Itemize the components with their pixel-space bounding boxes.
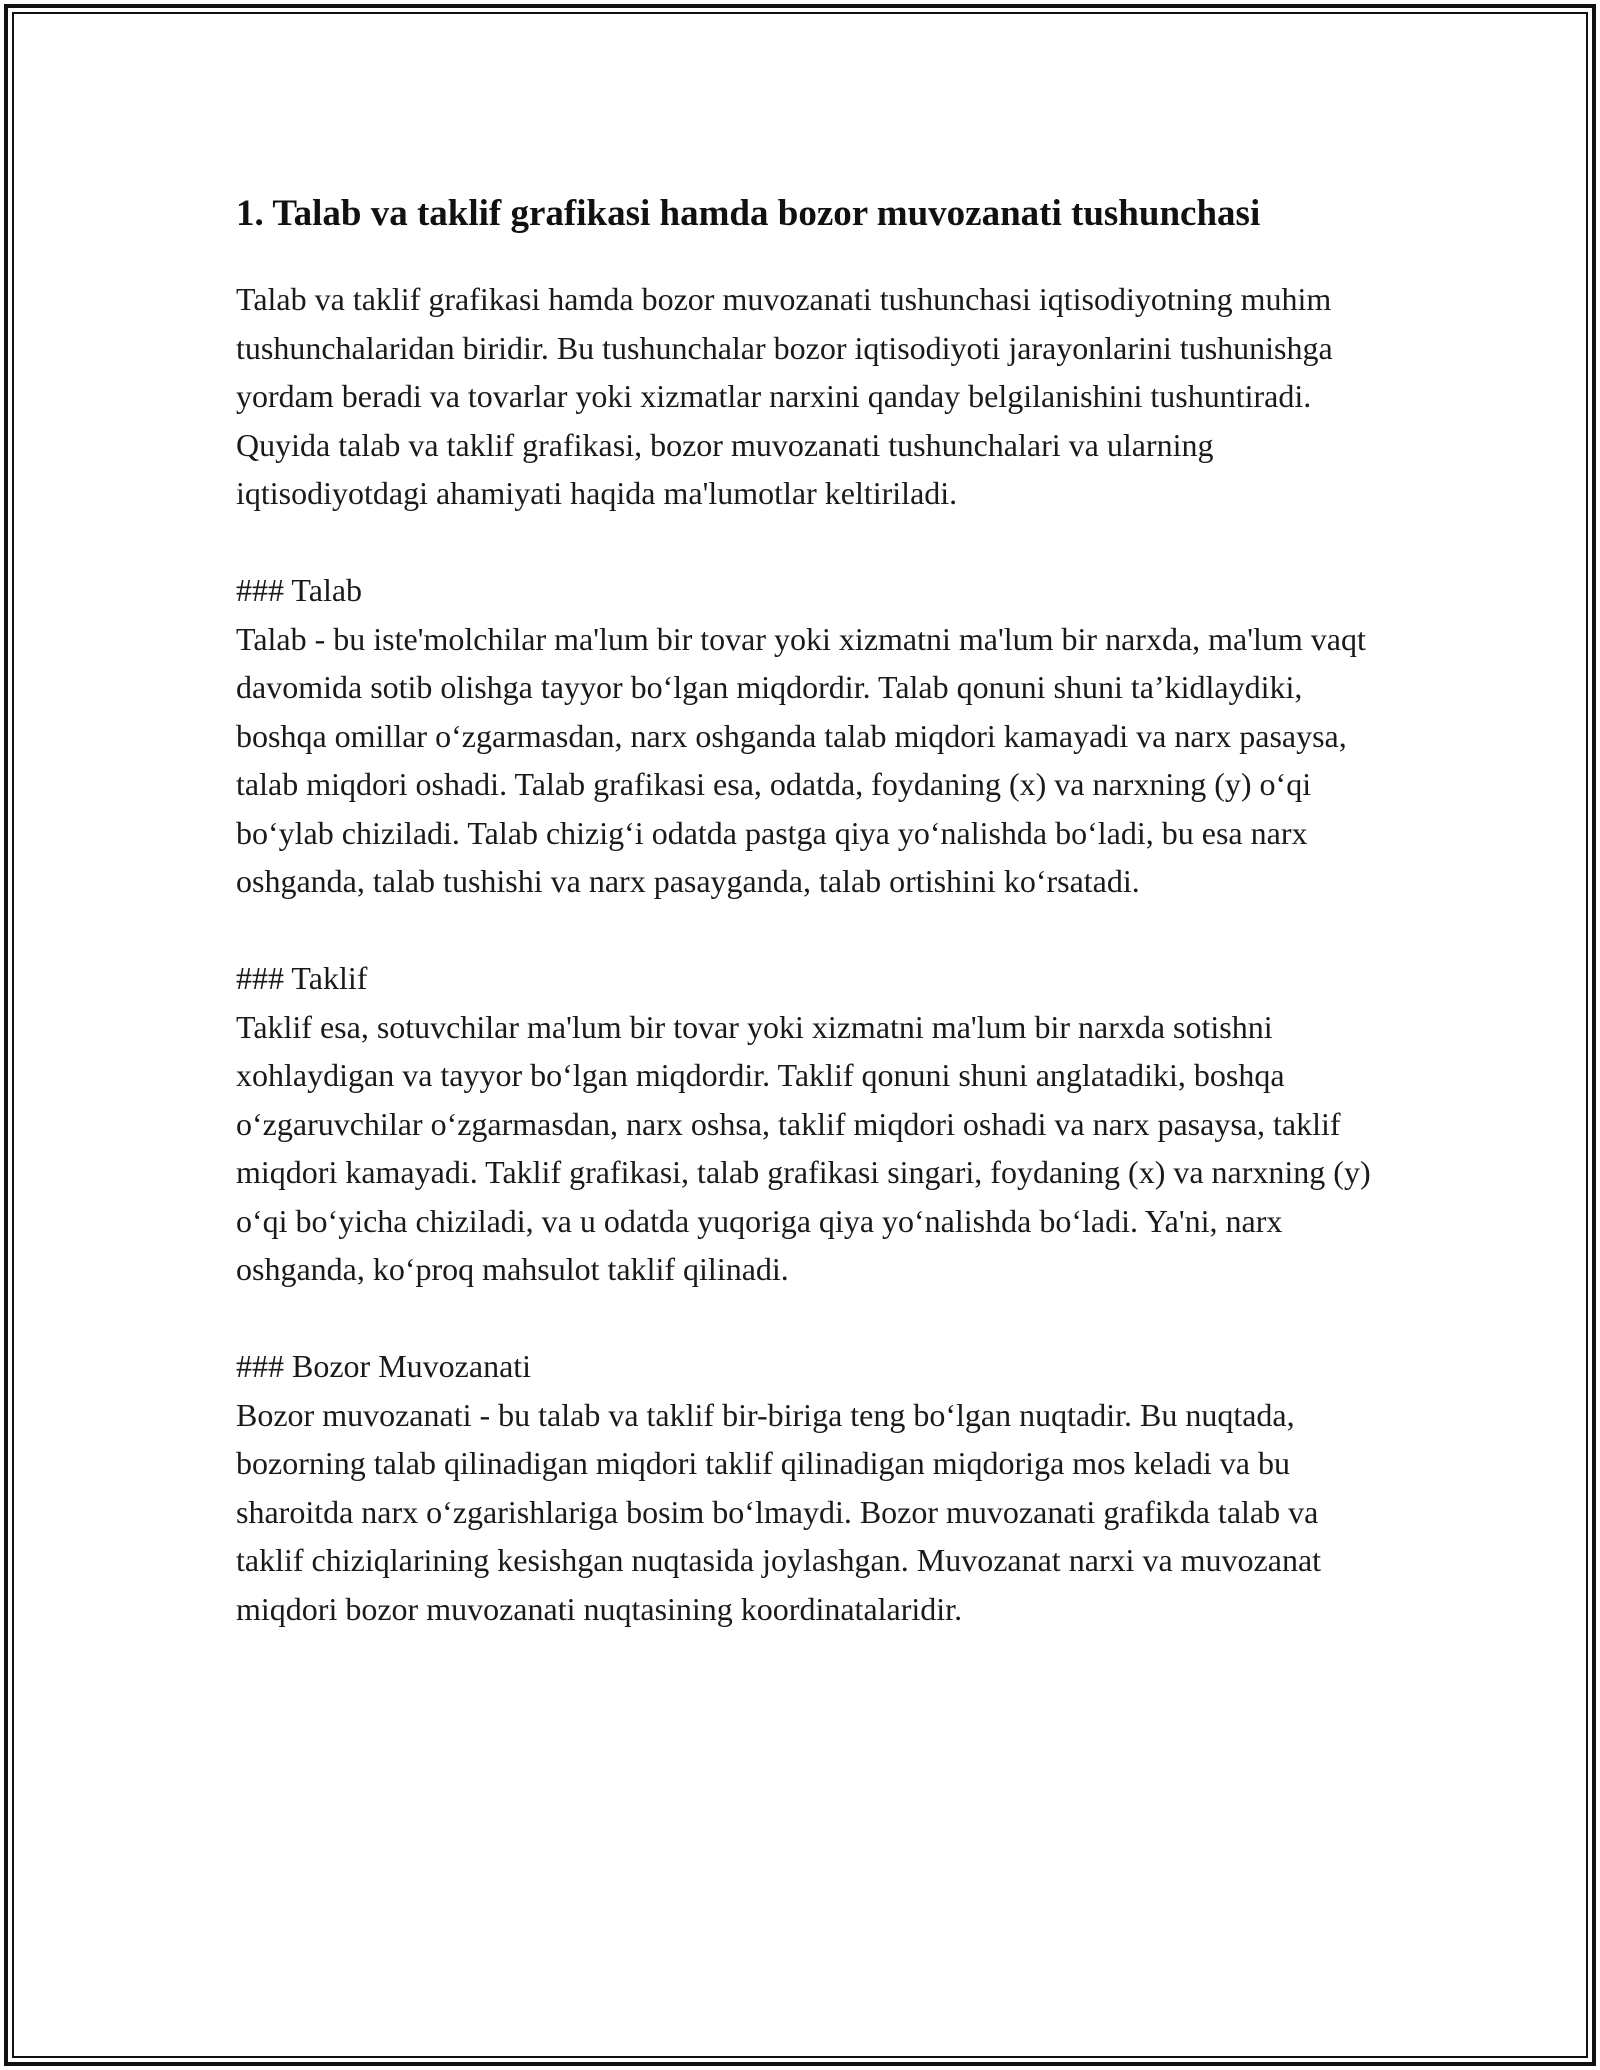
section-body: Talab - bu iste'molchilar ma'lum bir tovar yoki xizmatni ma'lum bir narxda, ma'lum vaqt davomida sotib olishga tayyor bo‘lgan miqdordir. Talab qonuni shuni ta’kidlaydiki, boshqa omillar o‘zgarmasdan, narx oshganda talab miqdori kamayadi va narx pasaysa, talab miqdori oshadi. Talab grafikasi esa, odatda, foydaning (x) va narxning (y) o‘qi bo‘ylab chiziladi. Talab chizig‘i odatda pastga qiya yo‘nalishda bo‘ladi, bu esa narx oshganda, talab tushishi va narx pasayganda, talab ortishini ko‘rsatadi.: [236, 620, 1366, 899]
section-body: Bozor muvozanati - bu talab va taklif bir-biriga teng bo‘lgan nuqtadir. Bu nuqtada, bozorning talab qilinadigan miqdori taklif qilinadigan miqdoriga mos keladi va bu sharoitda narx o‘zgarishlariga bosim bo‘lmaydi. Bozor muvozanati grafikda talab va taklif chiziqlarining kesishgan nuqtasida joylashgan. Muvozanat narxi va muvozanat miqdori bozor muvozanati nuqtasining koordinatalaridir.: [236, 1396, 1322, 1627]
document-content: [236, 186, 1376, 1633]
section-heading: ### Taklif: [236, 960, 368, 996]
document-title: 1. Talab va taklif grafikasi hamda bozor muvozanati tushunchasi: [236, 193, 1261, 234]
section-heading: ### Talab: [236, 572, 363, 608]
section-body: Taklif esa, sotuvchilar ma'lum bir tovar yoki xizmatni ma'lum bir narxda sotishni xohlaydigan va tayyor bo‘lgan miqdordir. Taklif qonuni shuni anglatadiki, boshqa o‘zgaruvchilar o‘zgarmasdan, narx oshsa, taklif miqdori oshadi va narx pasaysa, taklif miqdori kamayadi. Taklif grafikasi, talab grafikasi singari, foydaning (x) va narxning (y) o‘qi bo‘yicha chiziladi, va u odatda yuqoriga qiya yo‘nalishda bo‘ladi. Ya'ni, narx oshganda, ko‘proq mahsulot taklif qilinadi.: [236, 1008, 1371, 1287]
section-heading: ### Bozor Muvozanati: [236, 1348, 532, 1384]
intro-paragraph: Talab va taklif grafikasi hamda bozor muvozanati tushunchasi iqtisodiyotning muhim tushunchalaridan biridir. Bu tushunchalar bozor iqtisodiyoti jarayonlarini tushunishga yordam beradi va tovarlar yoki xizmatlar narxini qanday belgilanishini tushuntiradi. Quyida talab va taklif grafikasi, bozor muvozanati tushunchalari va ularning iqtisodiyotdagi ahamiyati haqida ma'lumotlar keltiriladi.: [236, 281, 1333, 511]
section-taklif: [236, 954, 1376, 1294]
section-talab: [236, 566, 1376, 906]
section-bozor-muvozanati: [236, 1342, 1376, 1633]
